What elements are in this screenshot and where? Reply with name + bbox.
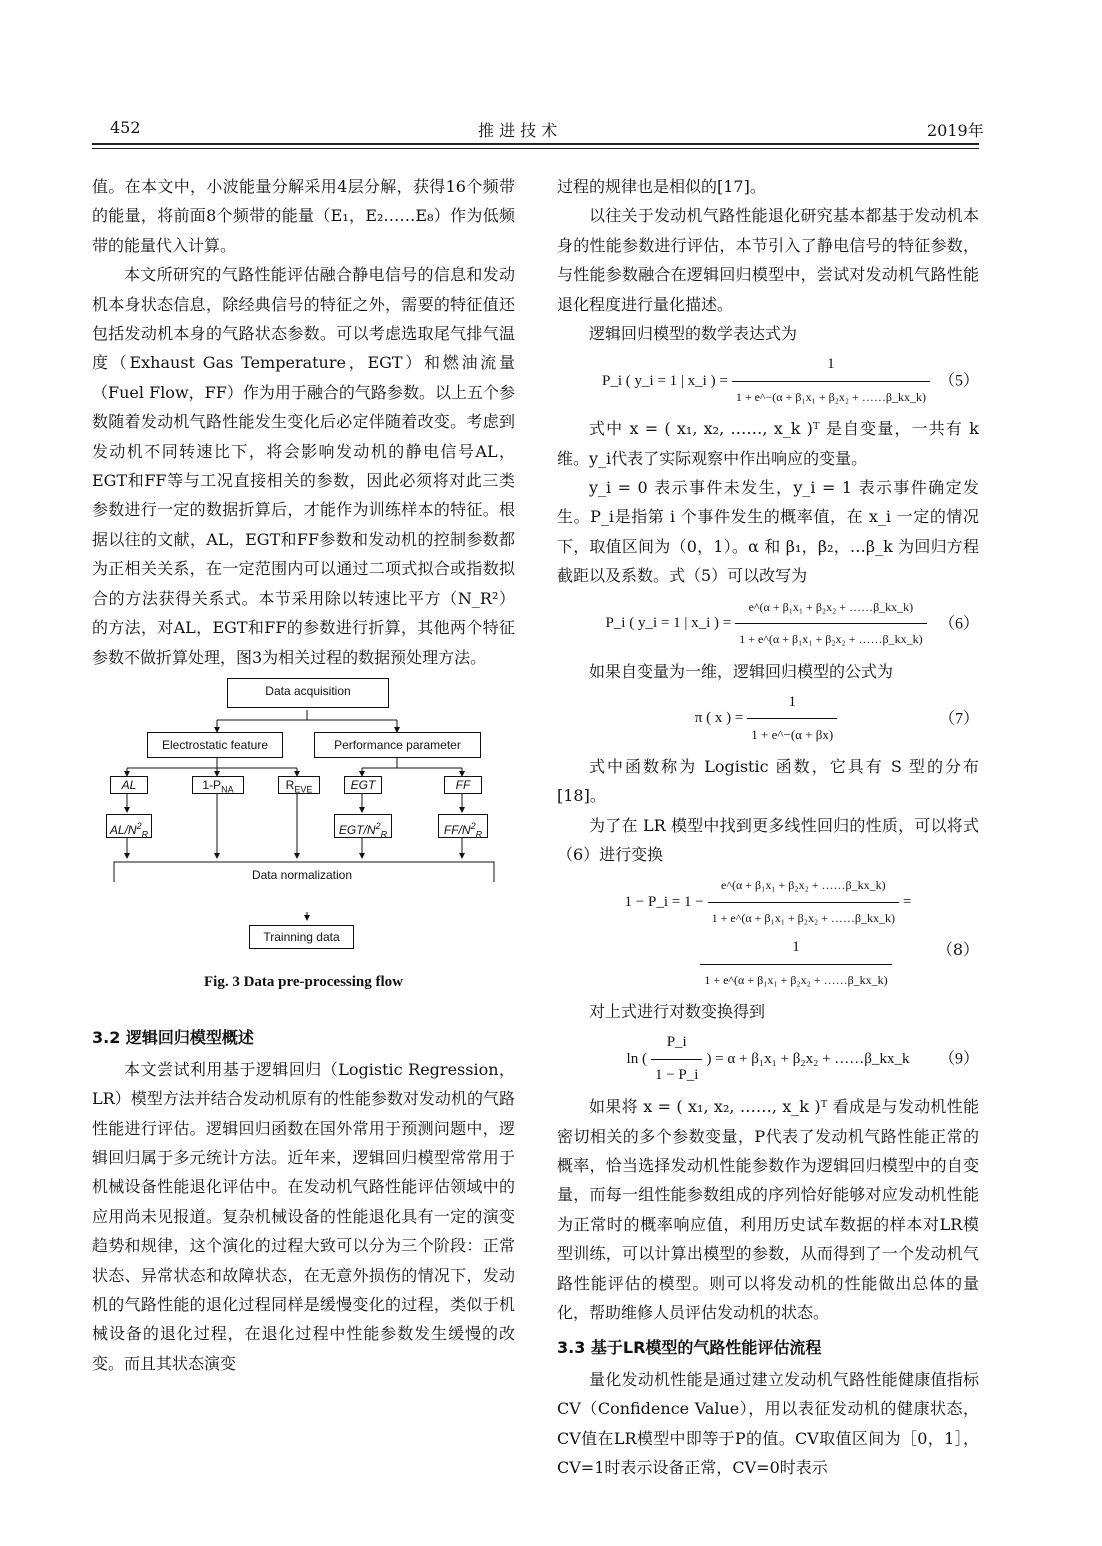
egt-normalized-box: EGT/$N^2_R$ <box>334 814 392 838</box>
one-minus-p-label: 1-P <box>202 777 222 792</box>
left-paragraph-1: 值。在本文中，小波能量分解采用4层分解，获得16个频带的能量，将前面8个频带的能量（E₁，E₂……E₈）作为低频带的能量代入计算。 <box>92 177 515 255</box>
right-paragraph-3: 逻辑回归模型的数学表达式为 <box>589 324 798 344</box>
eq6-number: （6） <box>938 614 979 632</box>
section-3-3-title: 3.3 基于LR模型的气路性能评估流程 <box>557 1338 822 1358</box>
eq8-lhs: 1 − P_i = 1 − <box>624 893 704 910</box>
ff-box: FF <box>444 776 482 794</box>
eq8-number: （8） <box>936 939 979 959</box>
eq9-denominator: 1 − P_i <box>651 1059 702 1090</box>
ff-normalized-box: $FF/N^2_R$ <box>438 814 488 838</box>
eq5-lhs: P_i ( y_i = 1 | x_i ) = <box>602 372 728 389</box>
eq6-numerator: e^(α + β₁x₁ + β₂x₂ + ……β_kx_k) <box>748 599 914 614</box>
eq7-denominator: 1 + e^−(α + βx) <box>747 718 837 749</box>
header-rule-thin <box>92 148 979 149</box>
eq7-number: （7） <box>938 710 979 728</box>
performance-parameter-box: Performance parameter <box>314 732 481 758</box>
equation-8 <box>598 871 938 995</box>
left-paragraph-3: 本文尝试利用基于逻辑回归（Logistic Regression，LR）模型方法并结合发动机原有的性能参数对发动机的气路性能进行评估。逻辑回归函数在国外常用于预测问题中，逻辑回归属于多元统计方法。近年来，逻辑回归模型常常用于机械设备性能退化评估中。在发动机气路性能评估领域中的应用尚未见报道。复杂机械设备的性能退化具有一定的演变趋势和规律，这个演化的过程大致可以分为三个阶段：正常状态、异常状态和故障状态，在无意外损伤的情况下，发动机的气路性能的退化过程同样是缓慢变化的过程，类似于机械设备的退化过程，在退化过程中性能参数发生缓慢的改变。而且其状态演变 <box>92 1059 515 1373</box>
eq9-numerator: P_i <box>666 1034 687 1051</box>
eq7-lhs: π ( x ) = <box>694 710 744 727</box>
equation-6 <box>557 593 979 655</box>
one-minus-p-sub: NA <box>221 784 234 795</box>
one-minus-p-box <box>192 776 244 794</box>
r-sub: EVE <box>294 784 313 795</box>
al-n-label: AL/N <box>109 822 137 837</box>
eq8-fraction-1 <box>708 871 899 933</box>
right-paragraph-7: 式中函数称为 Logistic 函数，它具有 S 型的分布[18]。 <box>557 756 979 806</box>
eq7-fraction <box>747 688 837 750</box>
data-normalization-label: Data normalization <box>251 867 353 882</box>
eq5-numerator: 1 <box>827 356 835 373</box>
eq9-rhs: ) = α + β₁x₁ + β₂x₂ + ……β_kx_k <box>706 1050 910 1067</box>
right-paragraph-10: 如果将 x = ( x₁, x₂, ……, x_k )ᵀ 看成是与发动机性能密切相关的多个参数变量，P代表了发动机气路性能正常的概率，恰当选择发动机性能参数作为逻辑回归模型中的自变量，而每一组性能参数组成的序列恰好能够对应发动机性能为正常时的概率响应值，利用历史试车数据的样本对LR模型训练，可以计算出模型的参数，从而得到了一个发动机气路性能评估的模型。则可以将发动机的性能做出总体的量化，帮助维修人员评估发动机的状态。 <box>557 1097 979 1323</box>
right-paragraph-2: 以往关于发动机气路性能退化研究基本都基于发动机本身的性能参数进行评估，本节引入了静电信号的特征参数，与性能参数融合在逻辑回归模型中，尝试对发动机气路性能退化程度进行量化描述。 <box>557 206 979 314</box>
egt-box: EGT <box>344 776 382 794</box>
right-paragraph-5: y_i = 0 表示事件未发生，y_i = 1 表示事件确定发生。P_i是指第 i 个事件发生的概率值，在 x_i 一定的情况下，取值区间为（0，1）。α 和 β₁，β₂，…β_k 为回归方程截距以及系数。式（5）可以改写为 <box>557 478 979 586</box>
eq6-fraction <box>735 593 926 655</box>
eq9-fraction <box>651 1028 702 1090</box>
left-paragraph-2: 本文所研究的气路性能评估融合静电信号的信息和发动机本身状态信息，除经典信号的特征之外，需要的特征值还包括发动机本身的气路状态参数。可以考虑选取尾气排气温度（Exhaust Gas Temperature，EGT）和燃油流量（Fuel Flow，FF）作为用于融合的气路参数。以上五个参数随着发动机气路性能发生变化后必定伴随着改变。考虑到发动机不同转速比下，将会影响发动机的静电信号AL，EGT和FF等与工况直接相关的参数，因此必须将对此三类参数进行一定的数据折算后，才能作为训练样本的特征。根据以往的文献，AL，EGT和FF参数和发动机的控制参数都为正相关关系，在一定范围内可以通过二项式拟合或指数拟合的方法获得关系式。本节采用除以转速比平方（N_R²）的方法，对AL，EGT和FF的参数进行折算，其他两个特征参数不做折算处理，图3为相关过程的数据预处理方法。 <box>92 265 515 667</box>
right-paragraph-9: 对上式进行对数变换得到 <box>589 1001 766 1021</box>
right-paragraph-1: 过程的规律也是相似的[17]。 <box>557 177 766 196</box>
al-normalized-box: $AL/N^2_R$ <box>106 814 152 838</box>
eq9-number: （9） <box>938 1050 979 1068</box>
eq5-number: （5） <box>938 372 979 390</box>
training-data-box: Trainning data <box>249 925 354 949</box>
eq7-numerator: 1 <box>788 693 796 710</box>
eq6-denominator: 1 + e^(α + β₁x₁ + β₂x₂ + ……β_kx_k) <box>735 623 926 654</box>
equation-9 <box>557 1028 979 1090</box>
eq8-denominator-1: 1 + e^(α + β₁x₁ + β₂x₂ + ……β_kx_k) <box>708 902 899 933</box>
eq8-denominator-2: 1 + e^(α + β₁x₁ + β₂x₂ + ……β_kx_k) <box>700 964 891 995</box>
eq8-fraction-2 <box>700 933 891 995</box>
left-column <box>92 172 515 1378</box>
right-column <box>557 172 979 1482</box>
ff-n-label: FF/N <box>443 822 471 837</box>
year: 2019年 <box>927 121 984 140</box>
journal-title: 推 进 技 术 <box>478 121 558 140</box>
right-paragraph-4: 式中 x = ( x₁, x₂, ……, x_k )ᵀ 是自变量，一共有 k 维。y_i代表了实际观察中作出响应的变量。 <box>557 419 979 468</box>
right-paragraph-6: 如果自变量为一维，逻辑回归模型的公式为 <box>589 661 894 681</box>
eq6-lhs: P_i ( y_i = 1 | x_i ) = <box>605 614 732 631</box>
electrostatic-feature-box: Electrostatic feature <box>147 732 283 758</box>
eq8-numerator-1: e^(α + β₁x₁ + β₂x₂ + ……β_kx_k) <box>721 878 886 893</box>
right-paragraph-11: 量化发动机性能是通过建立发动机气路性能健康值指标 CV（Confidence Value），用以表征发动机的健康状态，CV值在LR模型中即等于P的值。CV取值区间为［0，1］，CV=1时表示设备正常，CV=0时表示 <box>557 1369 979 1478</box>
eq5-fraction <box>732 350 930 412</box>
eq8-numerator-2: 1 <box>792 939 800 956</box>
page-number: 452 <box>110 118 141 137</box>
equation-7 <box>557 688 979 750</box>
eq5-denominator: 1 + e^−(α + β₁x₁ + β₂x₂ + ……β_kx_k) <box>732 381 930 412</box>
r-label: R <box>285 777 295 792</box>
egt-n-label: EGT/N <box>338 822 376 837</box>
data-acquisition-box: Data acquisition <box>227 678 389 708</box>
figure-caption: Fig. 3 Data pre-processing flow <box>203 973 403 990</box>
r-box <box>278 776 320 794</box>
header-rule <box>92 143 979 145</box>
figure-3 <box>92 676 517 966</box>
right-paragraph-8: 为了在 LR 模型中找到更多线性回归的性质，可以将式（6）进行变换 <box>557 815 979 864</box>
al-box: AL <box>110 776 148 794</box>
eq8-equals: = <box>903 893 912 910</box>
section-3-2-title: 3.2 逻辑回归模型概述 <box>92 1028 254 1048</box>
eq9-lhs: ln ( <box>626 1050 647 1067</box>
equation-5 <box>557 350 979 412</box>
